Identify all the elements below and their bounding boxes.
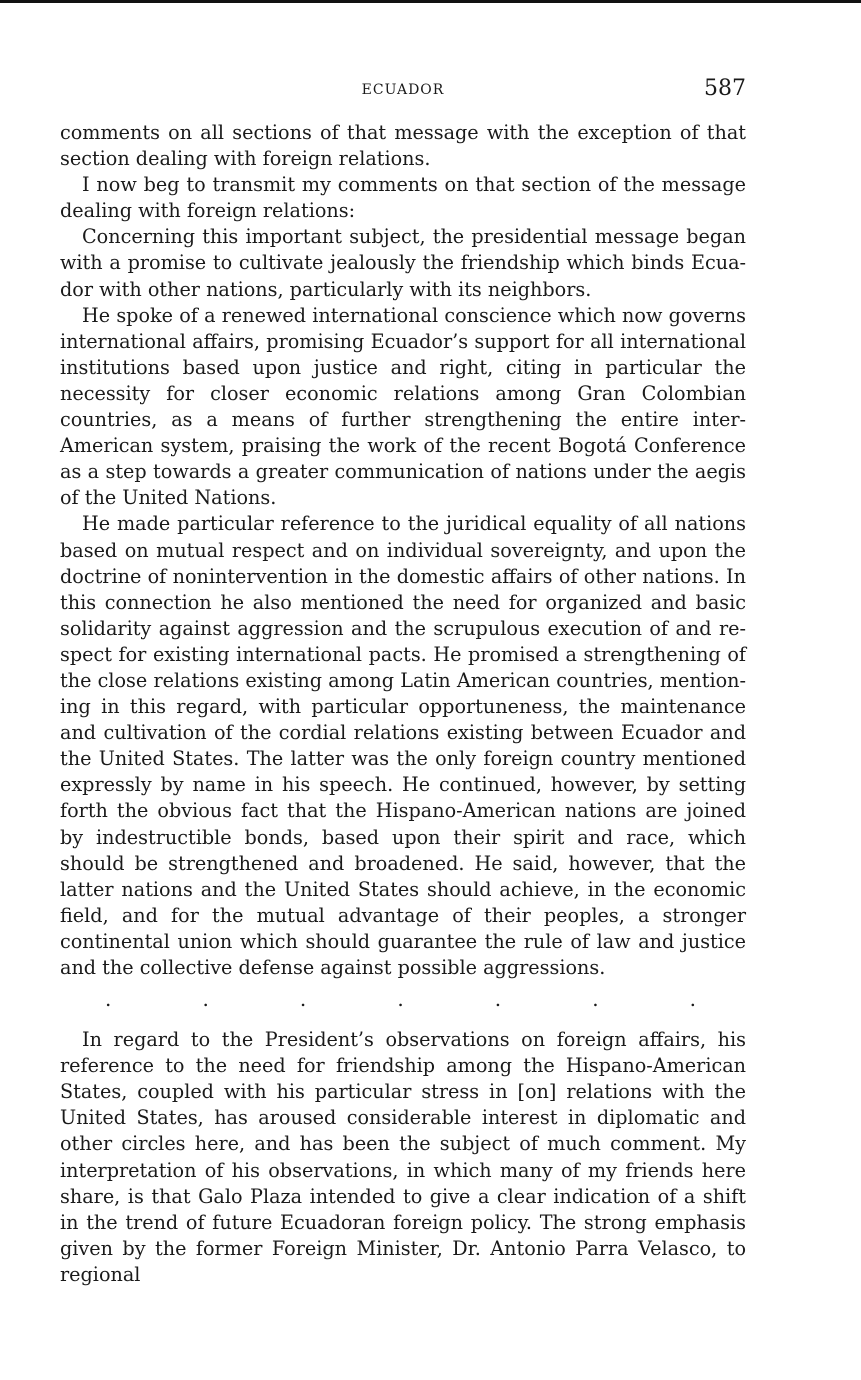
page-number: 587	[704, 76, 746, 101]
running-title: ECUADOR	[361, 82, 445, 98]
ellipsis-dot: .	[105, 987, 112, 1012]
ellipsis-dot: .	[299, 987, 307, 1012]
ellipsis-dot: .	[592, 987, 599, 1012]
body-text	[60, 120, 746, 1288]
paragraph-foreign-affairs: In regard to the President’s observations on foreign affairs, his reference to the need for friendship among the Hispano-American States, coupled with his particular stress in [on] relations with the United States, has aroused considerable interest in diplomatic and other circles here, and has been the subject of much comment. My interpretation of his observations, in which many of my friends here share, is that Galo Plaza intended to give a clear indication of a shift in the trend of future Ecuadoran foreign policy. The strong emphasis given by the former Foreign Minister, Dr. Antonio Parra Velasco, to regional	[60, 1028, 746, 1286]
ellipsis-dot: .	[689, 987, 696, 1012]
paragraph-juridical-equality: He made particular reference to the juridical equality of all nations based on mutual respect and on individual sovereignty, and upon the doctrine of nonintervention in the domestic affairs of other nations. In this connection he also mentioned the need for organized and basic solidarity against aggression and the scrupulous execution of and respect for existing international pacts. He promised a strengthening of the close relations existing among Latin American countries, mentioning in this regard, with particular opportuneness, the maintenance and cultivation of the cordial relations existing between Ecuador and the United States. The latter was the only foreign country mentioned expressly by name in his speech. He continued, however, by setting forth the obvious fact that the Hispano-American nations are joined by indestructible bonds, based upon their spirit and race, which should be strengthened and broadened. He said, however, that the latter nations and the United States should achieve, in the economic field, and for the mutual advantage of their peoples, a stronger continental union which should guarantee the rule of law and justice and the collective defense against possible aggressions.	[60, 512, 746, 979]
paragraph-transmit: I now beg to transmit my comments on that section of the message dealing with foreign relations:	[60, 173, 746, 223]
top-border-rule	[0, 0, 861, 3]
ellipsis-separator	[60, 981, 746, 1017]
paragraph-renewed-conscience: He spoke of a renewed international conscience which now governs international affairs, promising Ecuador’s support for all international institutions based upon justice and right, citing in particular the necessity for closer economic relations among Gran Colombian countries, as a means of further strengthening the entire inter-American system, praising the work of the recent Bogotá Conference as a step towards a greater communication of nations under the aegis of the United Nations.	[60, 303, 746, 510]
section-gap	[60, 1017, 746, 1027]
running-head	[60, 76, 746, 106]
paragraph-concerning: Concerning this important subject, the presidential message began with a promise to cultivate jealously the friendship which binds Ecuador with other nations, particularly with its neighbors.	[60, 225, 746, 301]
ellipsis-dot: .	[202, 987, 209, 1012]
ellipsis-dot: .	[397, 987, 404, 1012]
ellipsis-dot: .	[494, 987, 502, 1012]
paragraph-continuation: comments on all sections of that message with the exception of that section dealing with foreign relations.	[60, 121, 746, 171]
